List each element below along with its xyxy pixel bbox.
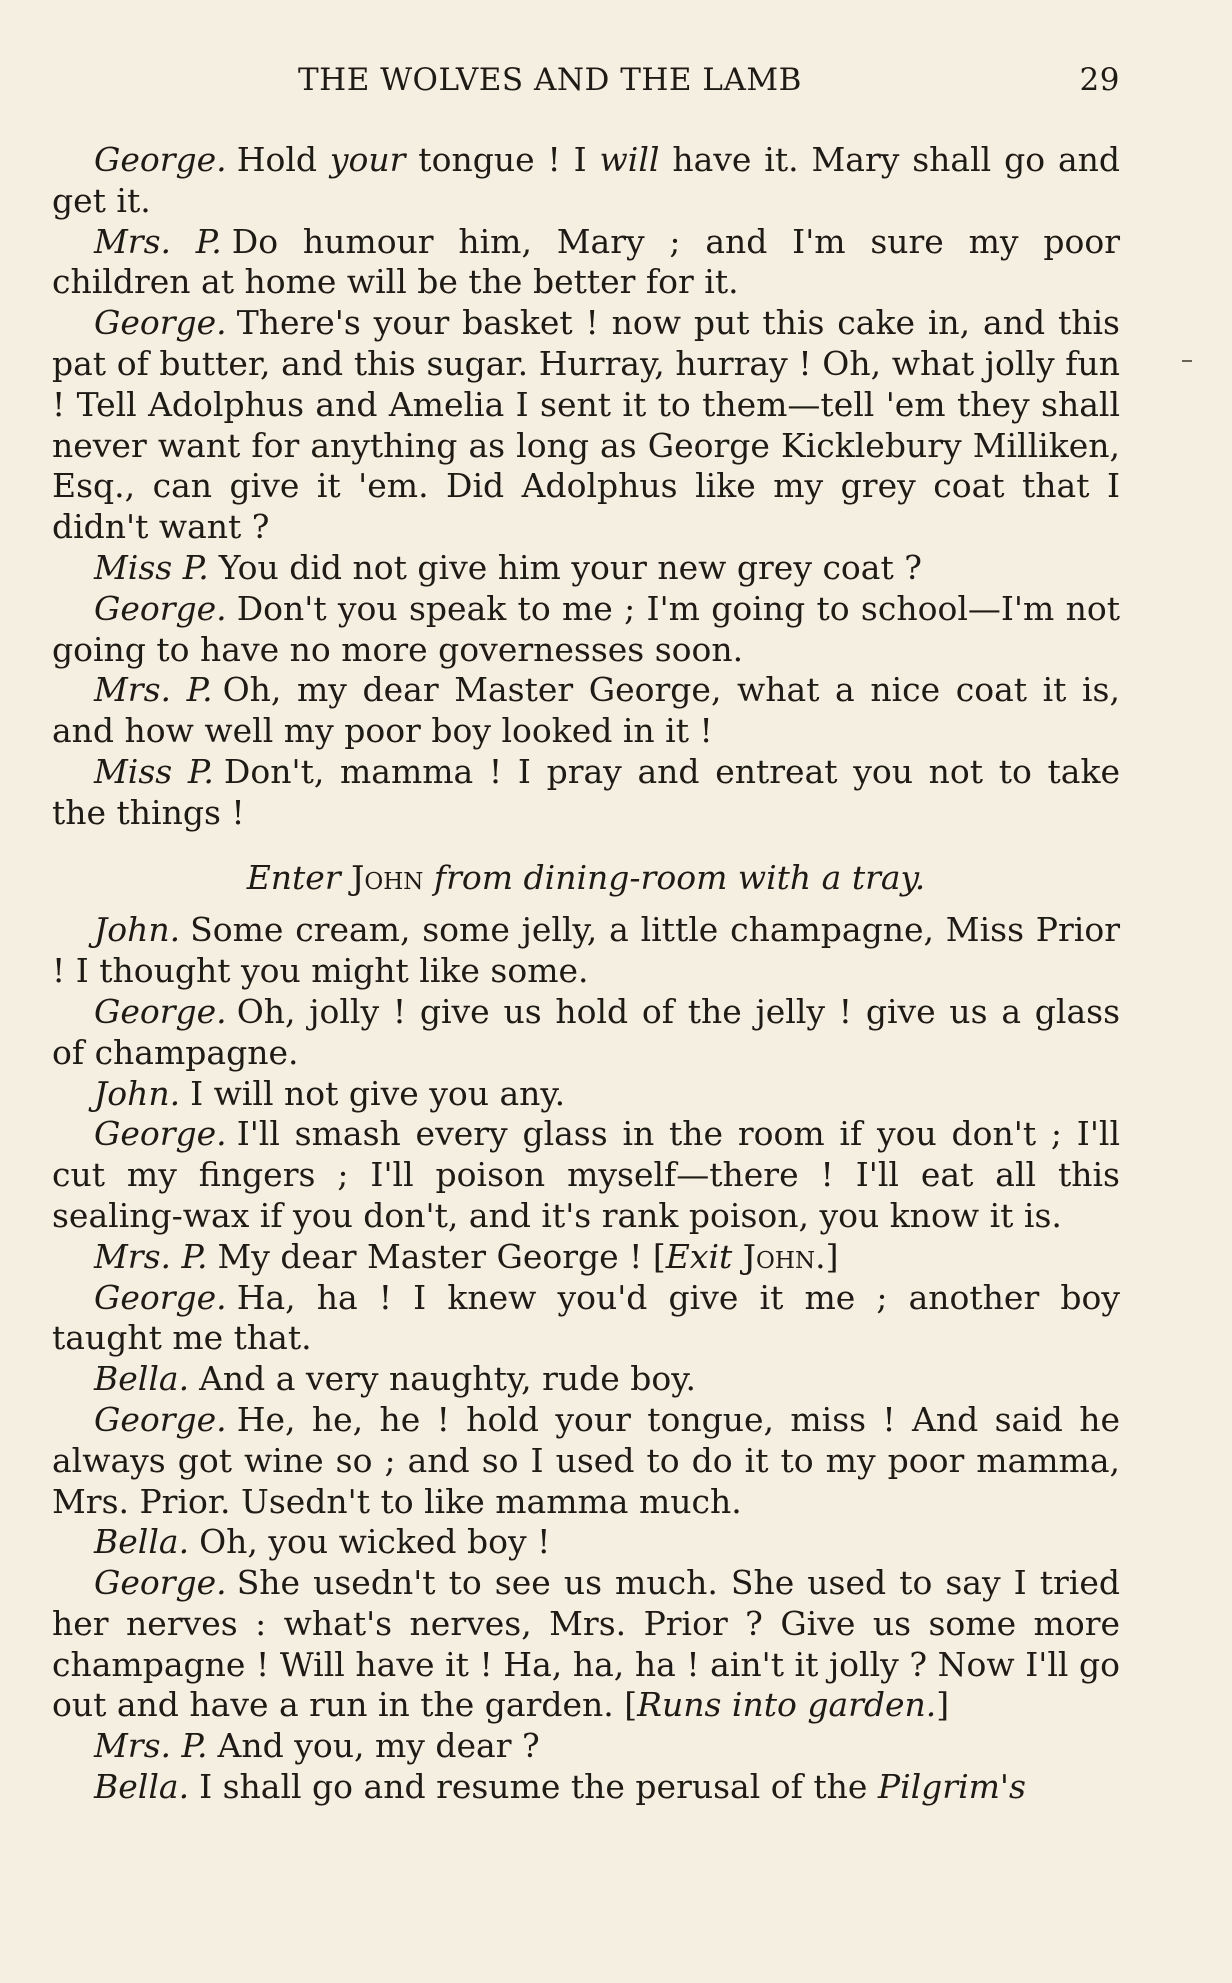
speech-text: I'll smash every glass in the room if you don't ; I'll cut my fingers ; I'll poison myself—there ! I'll eat all this sealing-wax if you don't, and it's rank poison, you know it is. [52, 1114, 1120, 1235]
italic-text: your [329, 140, 406, 179]
small-caps-name: John [742, 1236, 816, 1276]
play-text [52, 140, 1120, 1808]
speech-text: She usedn't to see us much. She used to say I tried her nerves : what's nerves, Mrs. Prior ? Give us some more champagne ! Will have it ! Ha, ha, ha ! ain't it jolly ? Now I'll go out and have a run in the garden. [ [52, 1563, 1120, 1725]
speech-text: He, he, he ! hold your tongue, miss ! And said he always got wine so ; and so I used to do it to my poor mamma, Mrs. Prior. Usedn't to like mamma much. [52, 1399, 1120, 1521]
page-number: 29 [1079, 62, 1120, 98]
speaker-name: John. [94, 910, 181, 950]
speech [52, 222, 1120, 304]
speech-text: tongue ! I [405, 140, 600, 179]
speaker-name: Miss P. [94, 751, 214, 791]
speech-text: And you, my dear ? [217, 1726, 540, 1766]
speech [52, 992, 1120, 1074]
stage-direction-rest: from dining-room with a tray. [433, 857, 926, 897]
speaker-name: Bella. [94, 1522, 190, 1562]
italic-text: will [599, 140, 660, 179]
speech [52, 589, 1120, 671]
speech-text: Some cream, some jelly, a little champagne, Miss Prior ! I thought you might like some. [52, 910, 1120, 991]
speaker-name: Miss P. [94, 547, 209, 587]
speaker-name: George. [94, 991, 227, 1031]
speaker-name: George. [94, 140, 227, 179]
speaker-name: Bella. [94, 1767, 190, 1807]
speech [52, 1522, 1120, 1563]
speech-text: Don't, mamma ! I pray and entreat you not to take the things ! [52, 751, 1120, 832]
running-title: THE WOLVES AND THE LAMB [298, 62, 802, 98]
italic-text: Exit [665, 1236, 733, 1276]
speech-text: have it. Mary shall go and get it. [52, 140, 1120, 220]
speech-text: Oh, my dear Master George, what a nice coat it is, and how well my poor boy looked in it ! [52, 670, 1120, 751]
stage-direction [52, 858, 1120, 899]
speech [52, 1726, 1120, 1767]
speech [52, 910, 1120, 992]
speech [52, 752, 1120, 834]
speech-text: There's your basket ! now put this cake in, and this pat of butter, and this sugar. Hurray, hurray ! Oh, what jolly fun ! Tell Adolphus and Amelia I sent it to them—tell 'em they shall never want for anything as long as George Kicklebury Milliken, Esq., can give it 'em. Did Adolphus like my grey coat that I didn't want ? [52, 303, 1120, 547]
speech-text: My dear Master George ! [ [217, 1236, 666, 1276]
speech-text: Do humour him, Mary ; and I'm sure my poor children at home will be the better for it. [52, 221, 1120, 302]
speaker-name: George. [94, 588, 227, 628]
speaker-name: John. [94, 1073, 181, 1113]
margin-mark [1182, 360, 1192, 362]
speaker-name: George. [94, 303, 227, 343]
speech-text: You did not give him your new grey coat ? [218, 547, 922, 587]
stage-direction-name: John [351, 857, 424, 897]
speaker-name: Bella. [94, 1359, 190, 1399]
stage-direction-enter: Enter [246, 857, 341, 897]
speech [52, 303, 1120, 548]
speech-text: I shall go and resume the perusal of the [199, 1767, 878, 1807]
speech [52, 140, 1120, 222]
italic-text: Runs into garden. [637, 1685, 937, 1725]
speaker-name: George. [94, 1277, 227, 1317]
speech [52, 548, 1120, 589]
speaker-name: Mrs. P. [94, 670, 213, 710]
speech [52, 1237, 1120, 1278]
speech-text: Don't you speak to me ; I'm going to school—I'm not going to have no more governesses soon. [52, 588, 1120, 669]
speaker-name: Mrs. P. [94, 221, 222, 261]
speech-text: Hold [236, 140, 330, 179]
speech [52, 670, 1120, 752]
speech-text: .] [815, 1236, 839, 1276]
speech [52, 1767, 1120, 1808]
speaker-name: Mrs. P. [94, 1236, 208, 1276]
speaker-name: George. [94, 1563, 227, 1603]
speech [52, 1074, 1120, 1115]
speech-text: And a very naughty, rude boy. [199, 1359, 696, 1399]
speech [52, 1359, 1120, 1400]
speech-text: Oh, jolly ! give us hold of the jelly ! give us a glass of champagne. [52, 991, 1120, 1072]
speech-text: ] [936, 1685, 950, 1725]
speech [52, 1563, 1120, 1726]
speech-text [732, 1237, 743, 1276]
italic-text: Pilgrim's [877, 1767, 1026, 1807]
speech [52, 1278, 1120, 1360]
speech-text: Ha, ha ! I knew you'd give it me ; another boy taught me that. [52, 1277, 1120, 1358]
speaker-name: George. [94, 1399, 227, 1439]
speaker-name: Mrs. P. [94, 1726, 208, 1766]
dialogue-block-1 [52, 140, 1120, 834]
speech [52, 1114, 1120, 1236]
speech [52, 1400, 1120, 1522]
dialogue-block-2 [52, 910, 1120, 1808]
speaker-name: George. [94, 1114, 227, 1154]
running-header [52, 62, 1120, 106]
speech-text: I will not give you any. [190, 1073, 566, 1113]
speech-text: Oh, you wicked boy ! [199, 1522, 551, 1562]
